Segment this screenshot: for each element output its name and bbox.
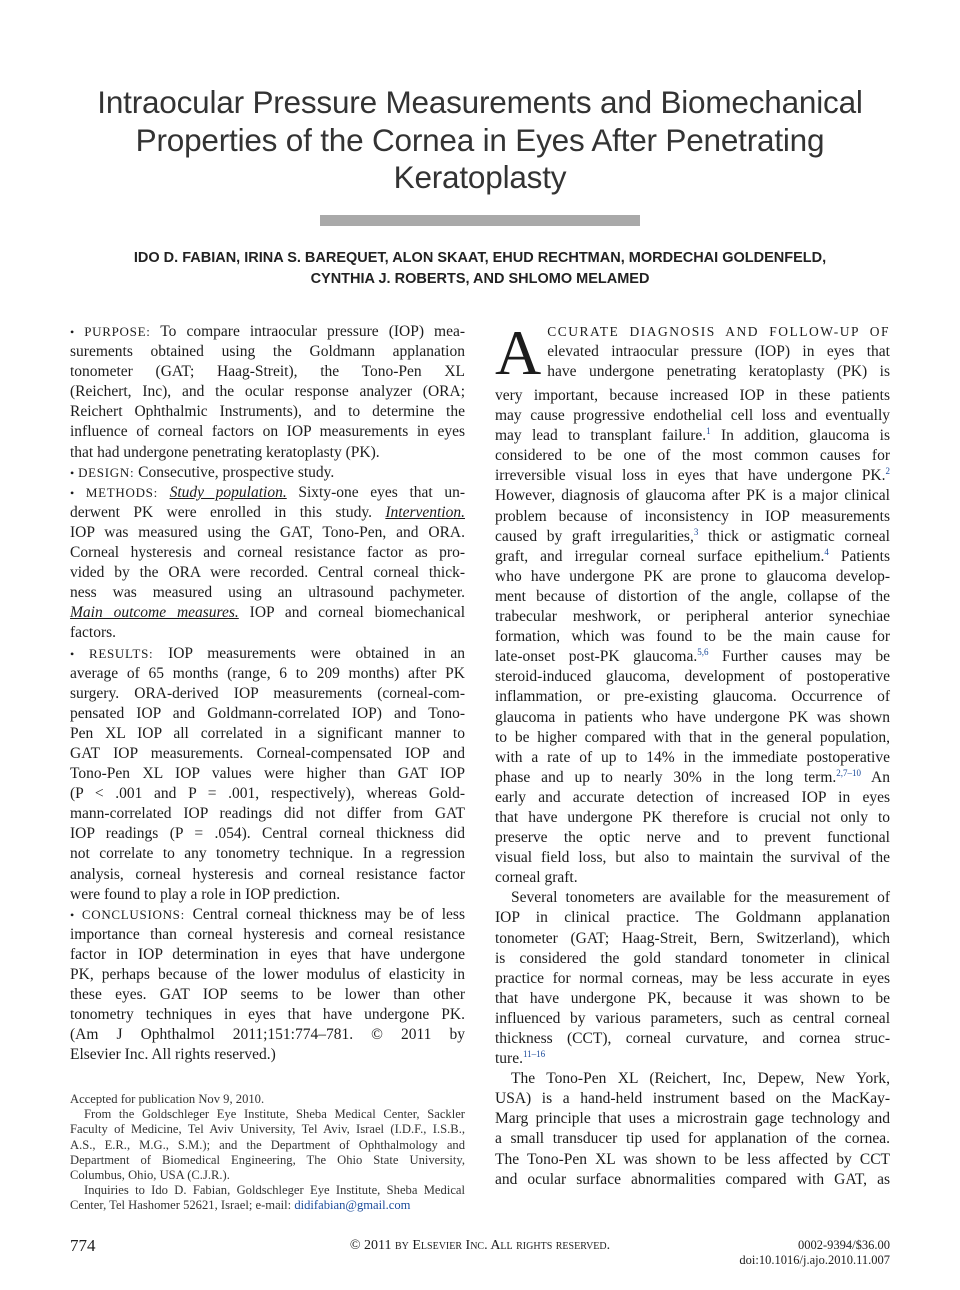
subheading: Main outcome measures. [70,604,239,622]
body-line [495,527,890,547]
text: IOP and corneal biomechanical [238,604,465,622]
body-line: considered to be one of the most common causes for [495,447,890,465]
text: Center, Tel Hashomer 52621, Israel; e-mail: [70,1198,295,1213]
body-line: influenced by various parameters, such as central corneal [495,1009,890,1027]
body-line: that have undergone PK, because it was shown to be [495,989,890,1007]
abstract-line: tonometry techniques in eyes that have undergone PK. [70,1006,465,1024]
reference-link[interactable]: 2 [885,466,890,477]
body-line: tonometer (GAT; Haag-Streit, Bern, Switzerland), which [495,929,890,947]
footnote-line [70,1198,465,1213]
abstract-line: that had undergone penetrating keratoplasty (PK). [70,443,380,461]
abstract-line: PK, perhaps because of the lower modulus of elasticity in [70,966,465,983]
author-list [60,248,900,290]
bullet-icon: • [70,485,75,500]
text: caused by graft irregularities, [495,527,694,545]
abstract-line: Tono-Pen XL IOP values were higher than GAT IOP [70,765,465,783]
body-line: may cause progressive endothelial cell loss and eventually [495,407,890,425]
title-divider [320,215,640,226]
body-line: trabecular meshwork, or peripheral anterior synechiae [495,608,890,626]
abstract-line: analysis, corneal hysteresis and corneal resistance factor [70,865,465,883]
text: In addition, glaucoma is [710,427,890,445]
text: Sixty-one eyes that un- [286,483,466,501]
conclusions-label: CONCLUSIONS: [81,906,185,922]
text: 2011 by Elsevier Inc. All rights reserved. [364,1238,611,1253]
abstract-line: (Reichert, Inc), and the ocular response analyzer (ORA; [70,383,465,401]
title-line: Intraocular Pressure Measurements and Biomechanical [97,84,863,120]
text: IOP measurements were obtained in an [168,644,466,662]
abstract-line: surements obtained using the Goldmann applanation [70,343,465,361]
drop-cap: A [495,317,542,388]
abstract-line: Elsevier Inc. All rights reserved.) [70,1046,276,1064]
email-link[interactable]: didifabian@gmail.com [294,1198,411,1213]
text: Patients [828,547,890,565]
abstract-line: mann-correlated IOP readings did not differ from GAT [70,805,465,823]
subheading: Intervention. [385,503,465,521]
abstract-line: Corneal hysteresis and corneal resistance factor as pro- [70,544,465,562]
footnotes [70,1092,465,1214]
text: graft, and irregular corneal surface epithelium. [495,547,825,565]
body-line [495,426,890,446]
footnote-line: A.S., E.R., M.G., S.M.); and the Department of Ophthalmology and [70,1137,465,1152]
methods-label: METHODS: [85,484,158,500]
text: Central corneal thickness may be of less [192,905,465,923]
subheading: Study population. [169,483,287,501]
abstract-line: GAT IOP measurements. Corneal-compensated IOP and [70,744,465,762]
abstract-line [70,463,465,483]
abstract-line [70,322,465,342]
text: derwent PK were enrolled in this study. [70,503,386,521]
body-line: with a rate of up to 14% in the immediate postoperative [495,748,890,766]
text: To compare intraocular pressure (IOP) mea- [160,323,465,340]
doi[interactable]: doi:10.1016/j.ajo.2010.11.007 [739,1253,890,1267]
body-line: visual field loss, but also to maintain the survival of the [495,849,890,867]
body-line: Marg principle that uses a microstrain gage technology and [495,1110,890,1128]
body-line: ment because of distortion of the angle, collapse of the [495,587,890,605]
bullet-icon: • [70,325,75,339]
reference-link[interactable]: 1 [706,426,711,437]
text: late-onset post-PK glaucoma. [495,648,698,666]
author-line: IDO D. FABIAN, IRINA S. BAREQUET, ALON SKAAT, EHUD RECHTMAN, MORDECHAI GOLDENFELD, [133,250,827,266]
abstract-line: Pen XL IOP all correlated in a significant manner to [70,724,465,742]
body-line: early and accurate detection of increased IOP in eyes [495,788,890,806]
abstract-line: were found to play a role in IOP prediction. [70,885,341,903]
abstract-line: these eyes. GAT IOP seems to be lower than other [70,986,465,1004]
bullet-icon: • [70,907,75,922]
footnote-line: Accepted for publication Nov 9, 2010. [70,1092,265,1106]
abstract-line: not correlate to any tonometry technique. In a regression [70,845,465,863]
abstract-line [70,905,465,925]
article-identifiers [739,1238,890,1268]
body-line [495,768,890,788]
body-line: to be higher compared with that in the general population, [495,728,890,746]
title-line: Properties of the Cornea in Eyes After Penetrating [135,121,825,158]
body-line: However, diagnosis of glaucoma after PK is a major clinical [495,487,890,505]
body-line: elevated intraocular pressure (IOP) in eyes that [547,343,890,361]
body-line: have undergone penetrating keratoplasty (PK) is [547,363,890,381]
article-title [60,84,900,197]
abstract-line [70,644,465,664]
body-line: USA) is a hand-held instrument based on the MacKay- [495,1090,890,1108]
author-line: CYNTHIA J. ROBERTS, AND SHLOMO MELAMED [310,271,650,287]
page-number: 774 [70,1236,96,1255]
abstract-line: factors. [70,624,117,642]
text: An [861,768,890,786]
abstract-line: (P < .001 and P = .001, respectively), whereas Gold- [70,785,465,803]
text: ture. [495,1050,523,1068]
body-line: that have undergone PK therefore is crucial not only to [495,808,890,826]
abstract-line: influence of corneal factors on IOP measurements in eyes [70,423,465,441]
issn: 0002-9394/$36.00 [797,1238,890,1252]
body-line: corneal graft. [495,869,578,887]
text: thick or astigmatic corneal [698,527,890,545]
abstract-line: Reichert Ophthalmic Instruments), and to determine the [70,403,465,421]
body-line: The Tono-Pen XL (Reichert, Inc, Depew, New York, [511,1070,890,1088]
abstract-line: (Am J Ophthalmol 2011;151:774–781. © 2011 by [70,1026,465,1044]
body-line: glaucoma in patients who have undergone PK was shown [495,708,890,726]
title-line: Keratoplasty [393,159,567,195]
footnote-line: Faculty of Medicine, Tel Aviv University, Tel Aviv, Israel (I.D.F., I.S.B., [70,1122,465,1137]
abstract-line: IOP was measured using the GAT, Tono-Pen, and ORA. [70,523,465,541]
body-line: problem because of inconsistency in IOP measurements [495,507,890,525]
body-line: preserve the optic nerve and to prevent functional [495,829,890,847]
abstract-line: ness was measured using an ultrasound pachymeter. [70,584,465,602]
reference-link[interactable]: 2,7–10 [836,767,862,778]
body-line: very important, because increased IOP in these patients [495,387,890,404]
abstract-line: surgery. ORA-derived IOP measurements (corneal-com- [70,684,465,702]
abstract-line: pensated IOP and Goldmann-correlated IOP) and Tono- [70,704,465,722]
text: irreversible visual loss in eyes that have undergone PK. [495,467,886,485]
body-line: formation, which was found to be the main cause for [495,628,890,646]
body-line: steroid-induced glaucoma, development of postoperative [495,668,890,686]
footnote-line: Department of Biomedical Engineering, The Ohio State University, [70,1152,465,1167]
reference-link[interactable]: 5,6 [697,647,709,658]
reference-link[interactable]: 4 [824,546,829,557]
abstract [70,322,465,1065]
abstract-line [70,503,465,523]
body-line: inflammation, or pre-existing glaucoma. Occurrence of [495,688,890,706]
purpose-label: PURPOSE: [84,324,151,339]
body-line: Several tonometers are available for the measurement of [511,889,890,907]
abstract-line: IOP readings (P = .054). Central corneal thickness did [70,825,465,843]
body-line [495,547,890,567]
abstract-line [70,483,465,503]
body-line: The Tono-Pen XL was shown to be less affected by CCT [495,1150,890,1168]
reference-link[interactable]: 3 [693,526,699,537]
body-line [495,647,890,667]
body-line: CCURATE DIAGNOSIS AND FOLLOW-UP OF [547,324,890,339]
body-line: IOP in clinical practice. The Goldmann applanation [495,909,890,927]
abstract-line: tonometer (GAT; Haag-Streit), the Tono-Pen XL [70,363,465,381]
text: Consecutive, prospective study. [138,463,335,481]
bullet-icon: • [70,646,75,661]
body-line: who have undergone PK are prone to glaucoma develop- [495,567,890,585]
body-line: and ocular surface abnormalities compared with GAT, as [495,1170,890,1188]
footnote-line: Inquiries to Ido D. Fabian, Goldschleger Eye Institute, Sheba Medical [84,1183,465,1198]
text: Further causes may be [708,648,890,666]
bullet-icon: • [70,465,75,480]
body-line [495,1049,890,1069]
footnote-line: Columbus, Ohio, USA (C.J.R.). [70,1167,230,1182]
reference-link[interactable]: 11–16 [522,1048,546,1059]
abstract-line: factor in IOP determination in eyes that have undergone [70,945,465,963]
abstract-line: vided by the ORA were recorded. Central corneal thick- [70,564,465,582]
text: phase and up to nearly 30% in the long term. [495,768,837,786]
design-label: DESIGN: [78,464,135,480]
abstract-line [70,603,465,623]
copyright-icon: © [349,1238,361,1253]
body-line: is considered the gold standard tonometer in clinical [495,949,890,967]
footnote-line: From the Goldschleger Eye Institute, Sheba Medical Center, Sackler [84,1107,465,1122]
body-text [495,317,890,1190]
body-line: thickness (CCT), corneal curvature, and cornea struc- [495,1030,890,1047]
body-line [495,466,890,486]
body-line: a small transducer tip used for applanation of the cornea. [495,1130,890,1148]
abstract-line: importance than corneal hysteresis and corneal resistance [70,925,465,943]
body-line: practice for normal corneas, may be less accurate in eyes [495,969,890,987]
text: may lead to transplant failure. [495,427,707,445]
abstract-line: average of 65 months (range, 6 to 209 months) after PK [70,664,465,682]
results-label: RESULTS: [88,645,154,661]
